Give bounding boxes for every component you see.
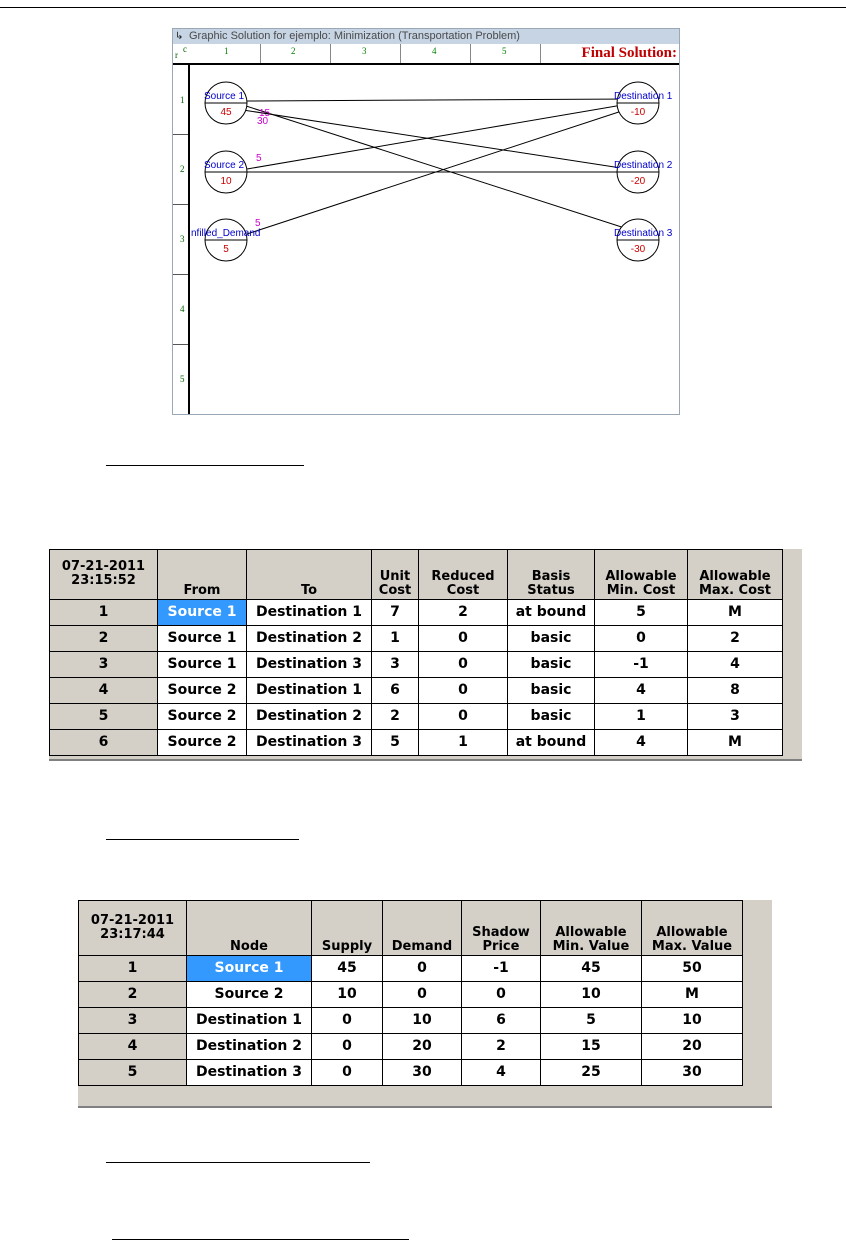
- node-value: -10: [630, 107, 646, 118]
- section-underline: [106, 1162, 370, 1163]
- timestamp-header: [79, 901, 187, 956]
- node-value: 5: [223, 244, 229, 255]
- cell-unit-cost[interactable]: 2: [372, 704, 419, 730]
- cell-allowable-min[interactable]: 45: [541, 956, 642, 982]
- node-value: 45: [220, 107, 232, 118]
- column-header-allowable-max-cost[interactable]: Allowable Max. Cost: [688, 550, 783, 600]
- column-header-to[interactable]: To: [247, 550, 372, 600]
- cell-allowable-min[interactable]: 10: [541, 982, 642, 1008]
- cell-allowable-min[interactable]: 4: [595, 730, 688, 756]
- node-destination-1[interactable]: [614, 82, 673, 124]
- cell-unit-cost[interactable]: 6: [372, 678, 419, 704]
- cost-ranging-panel[interactable]: [49, 549, 802, 761]
- network-window-icon: ↳: [175, 31, 184, 42]
- arc-source1-destination2[interactable]: [243, 110, 634, 170]
- cell-supply[interactable]: 0: [312, 1034, 383, 1060]
- cell-basis-status[interactable]: basic: [508, 678, 595, 704]
- cell-allowable-min[interactable]: 15: [541, 1034, 642, 1060]
- timestamp-date: 07-21-2011: [90, 912, 175, 928]
- section-underline: [106, 839, 299, 840]
- column-header-reduced-cost[interactable]: Reduced Cost: [419, 550, 508, 600]
- row-number[interactable]: 1: [79, 956, 187, 982]
- cell-reduced-cost[interactable]: 2: [419, 600, 508, 626]
- column-header-from[interactable]: From: [158, 550, 247, 600]
- cell-allowable-min[interactable]: 1: [595, 704, 688, 730]
- cell-demand[interactable]: 20: [383, 1034, 462, 1060]
- node-destination-3[interactable]: [614, 219, 673, 261]
- cell-basis-status[interactable]: basic: [508, 652, 595, 678]
- cell-to[interactable]: Destination 2: [247, 704, 372, 730]
- cell-allowable-min[interactable]: 4: [595, 678, 688, 704]
- column-header-unit-cost[interactable]: Unit Cost: [372, 550, 419, 600]
- cell-allowable-max[interactable]: M: [642, 982, 743, 1008]
- cell-to[interactable]: Destination 1: [247, 600, 372, 626]
- timestamp-time: 23:17:44: [100, 926, 165, 942]
- node-source-2[interactable]: [204, 151, 247, 193]
- cell-allowable-max[interactable]: 2: [688, 626, 783, 652]
- column-header-demand[interactable]: Demand: [383, 901, 462, 956]
- row-number[interactable]: 2: [50, 626, 158, 652]
- timestamp-time: 23:15:52: [71, 573, 136, 588]
- ruler-corner-r: r: [175, 50, 178, 60]
- cost-ranging-table: [49, 549, 783, 756]
- table-row[interactable]: [50, 600, 783, 626]
- ruler-row-number: 4: [180, 304, 185, 314]
- cell-node[interactable]: Source 1: [187, 956, 312, 982]
- ruler-column-number: 3: [362, 46, 367, 56]
- cell-allowable-max[interactable]: 3: [688, 704, 783, 730]
- row-number[interactable]: 4: [79, 1034, 187, 1060]
- cell-allowable-max[interactable]: 4: [688, 652, 783, 678]
- cell-node[interactable]: Destination 1: [187, 1008, 312, 1034]
- cell-shadow-price[interactable]: 2: [462, 1034, 541, 1060]
- table-row[interactable]: [79, 1060, 743, 1086]
- arc-source1-destination1[interactable]: [243, 99, 634, 101]
- section-underline: [106, 465, 304, 466]
- ruler-row-number: 5: [180, 374, 185, 384]
- table-row[interactable]: [50, 678, 783, 704]
- cell-basis-status[interactable]: at bound: [508, 600, 595, 626]
- column-header-node[interactable]: Node: [187, 901, 312, 956]
- timestamp-header: [50, 550, 158, 600]
- cell-reduced-cost[interactable]: 1: [419, 730, 508, 756]
- cell-node[interactable]: Source 2: [187, 982, 312, 1008]
- flow-label: 15: [259, 108, 271, 119]
- table-row[interactable]: [79, 982, 743, 1008]
- cell-allowable-min[interactable]: 5: [541, 1008, 642, 1034]
- table-row[interactable]: [79, 1008, 743, 1034]
- table-row[interactable]: [79, 1034, 743, 1060]
- flow-label: 5: [255, 218, 261, 229]
- cell-basis-status[interactable]: at bound: [508, 730, 595, 756]
- cell-allowable-min[interactable]: 0: [595, 626, 688, 652]
- node-value: 10: [220, 176, 232, 187]
- row-number[interactable]: 6: [50, 730, 158, 756]
- cell-reduced-cost[interactable]: 0: [419, 678, 508, 704]
- node-label: nfilled_Demand: [191, 228, 261, 239]
- cell-allowable-max[interactable]: M: [688, 600, 783, 626]
- cell-from[interactable]: Source 2: [158, 678, 247, 704]
- column-header-basis-status[interactable]: Basis Status: [508, 550, 595, 600]
- cell-allowable-min[interactable]: 25: [541, 1060, 642, 1086]
- cell-supply[interactable]: 45: [312, 956, 383, 982]
- graphic-solution-window[interactable]: [172, 28, 680, 415]
- cell-from[interactable]: Source 1: [158, 626, 247, 652]
- flow-label: 30: [257, 116, 269, 127]
- cell-from[interactable]: Source 2: [158, 730, 247, 756]
- cell-allowable-max[interactable]: 20: [642, 1034, 743, 1060]
- ruler-corner-c: c: [183, 44, 187, 54]
- cell-from[interactable]: Source 2: [158, 704, 247, 730]
- cell-unit-cost[interactable]: 3: [372, 652, 419, 678]
- table-row[interactable]: [50, 626, 783, 652]
- cell-reduced-cost[interactable]: 0: [419, 652, 508, 678]
- cell-allowable-max[interactable]: M: [688, 730, 783, 756]
- cell-reduced-cost[interactable]: 0: [419, 626, 508, 652]
- cell-allowable-max[interactable]: 30: [642, 1060, 743, 1086]
- ruler-column-number: 2: [291, 46, 296, 56]
- node-destination-2[interactable]: [614, 151, 673, 193]
- cell-allowable-min[interactable]: -1: [595, 652, 688, 678]
- cell-unit-cost[interactable]: 5: [372, 730, 419, 756]
- node-ranging-panel[interactable]: [78, 900, 772, 1108]
- node-value: -20: [630, 176, 646, 187]
- cell-demand[interactable]: 10: [383, 1008, 462, 1034]
- panel-bottom-edge: [78, 1106, 772, 1108]
- cell-unit-cost[interactable]: 1: [372, 626, 419, 652]
- cell-allowable-max[interactable]: 10: [642, 1008, 743, 1034]
- graph-title: Graphic Solution for ejemplo: Minimization (Transportation Problem): [189, 30, 520, 42]
- final-solution-label: Final Solution:: [581, 45, 677, 61]
- arc-source2-destination1[interactable]: [247, 103, 634, 169]
- row-number[interactable]: 3: [50, 652, 158, 678]
- cell-to[interactable]: Destination 3: [247, 730, 372, 756]
- table-row[interactable]: [50, 652, 783, 678]
- cell-unit-cost[interactable]: 7: [372, 600, 419, 626]
- table-row[interactable]: [50, 730, 783, 756]
- cell-demand[interactable]: 0: [383, 982, 462, 1008]
- arc-source1-destination3[interactable]: [243, 105, 634, 231]
- row-number[interactable]: 2: [79, 982, 187, 1008]
- table-row[interactable]: [79, 956, 743, 982]
- table-row[interactable]: [50, 704, 783, 730]
- cell-reduced-cost[interactable]: 0: [419, 704, 508, 730]
- cell-supply[interactable]: 0: [312, 1060, 383, 1086]
- cell-from[interactable]: Source 1: [158, 652, 247, 678]
- cell-basis-status[interactable]: basic: [508, 626, 595, 652]
- column-header-allowable-min-value[interactable]: Allowable Min. Value: [541, 901, 642, 956]
- node-label: Source 1: [204, 91, 245, 102]
- cell-shadow-price[interactable]: 0: [462, 982, 541, 1008]
- row-number[interactable]: 5: [79, 1060, 187, 1086]
- row-number[interactable]: 1: [50, 600, 158, 626]
- cell-basis-status[interactable]: basic: [508, 704, 595, 730]
- ruler-row-number: 2: [180, 164, 185, 174]
- arc-unfilled-destination1[interactable]: [247, 107, 634, 234]
- cell-to[interactable]: Destination 1: [247, 678, 372, 704]
- node-unfilled-demand[interactable]: [191, 219, 261, 261]
- cell-allowable-max[interactable]: 50: [642, 956, 743, 982]
- column-header-allowable-max-value[interactable]: Allowable Max. Value: [642, 901, 743, 956]
- ruler-column-number: 5: [502, 46, 507, 56]
- cell-node[interactable]: Destination 2: [187, 1034, 312, 1060]
- row-number[interactable]: 4: [50, 678, 158, 704]
- cell-shadow-price[interactable]: -1: [462, 956, 541, 982]
- ruler-column-number: 1: [224, 46, 229, 56]
- column-header-shadow-price[interactable]: Shadow Price: [462, 901, 541, 956]
- node-ranging-table: [78, 900, 743, 1086]
- cell-demand[interactable]: 0: [383, 956, 462, 982]
- cell-allowable-max[interactable]: 8: [688, 678, 783, 704]
- node-label: Source 2: [204, 160, 245, 171]
- flow-label: 5: [256, 153, 262, 164]
- cell-supply[interactable]: 0: [312, 1008, 383, 1034]
- cell-to[interactable]: Destination 3: [247, 652, 372, 678]
- cell-from[interactable]: Source 1: [158, 600, 247, 626]
- timestamp-date: 07-21-2011: [61, 559, 146, 574]
- node-label: Destination 2: [614, 160, 673, 171]
- cell-allowable-min[interactable]: 5: [595, 600, 688, 626]
- cell-shadow-price[interactable]: 6: [462, 1008, 541, 1034]
- node-label: Destination 1: [614, 91, 673, 102]
- network-graph[interactable]: [173, 29, 679, 414]
- page-top-rule: [0, 7, 846, 8]
- node-label: Destination 3: [614, 228, 673, 239]
- cell-node[interactable]: Destination 3: [187, 1060, 312, 1086]
- cell-shadow-price[interactable]: 4: [462, 1060, 541, 1086]
- row-number[interactable]: 5: [50, 704, 158, 730]
- node-source-1[interactable]: [204, 82, 247, 124]
- ruler-row-number: 3: [180, 234, 185, 244]
- column-header-supply[interactable]: Supply: [312, 901, 383, 956]
- ruler-column-number: 4: [432, 46, 437, 56]
- ruler-row-number: 1: [180, 95, 185, 105]
- row-number[interactable]: 3: [79, 1008, 187, 1034]
- panel-bottom-edge: [49, 759, 802, 761]
- node-value: -30: [630, 244, 646, 255]
- section-underline: [112, 1239, 409, 1240]
- cell-to[interactable]: Destination 2: [247, 626, 372, 652]
- cell-supply[interactable]: 10: [312, 982, 383, 1008]
- column-header-allowable-min-cost[interactable]: Allowable Min. Cost: [595, 550, 688, 600]
- cell-demand[interactable]: 30: [383, 1060, 462, 1086]
